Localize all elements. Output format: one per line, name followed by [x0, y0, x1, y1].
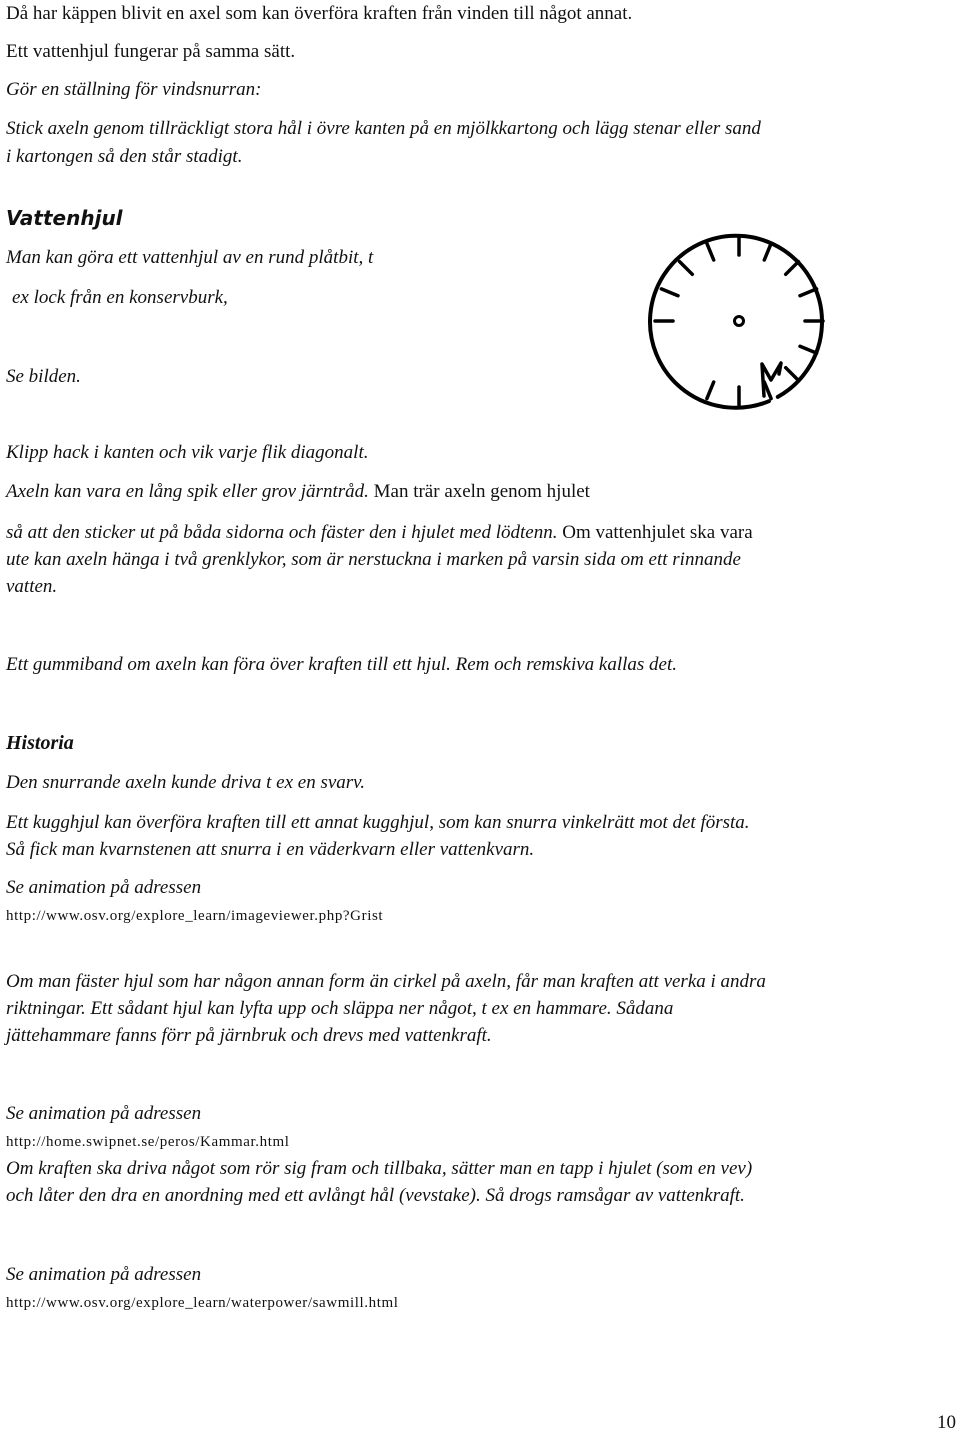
url-link[interactable]: http://www.osv.org/explore_learn/imageviewer.php?Grist [6, 908, 384, 924]
text-line: Se animation på adressen [6, 1264, 202, 1285]
text-line [6, 481, 590, 503]
text-line [6, 522, 753, 544]
text-line: Man kan göra ett vattenhjul av en rund plåtbit, t [6, 247, 374, 268]
wheel-notch [707, 382, 714, 399]
text-line: i kartongen så den står stadigt. [6, 146, 243, 167]
text-line: Om kraften ska driva något som rör sig fram och tillbaka, sätter man en tapp i hjulet (som en vev) [6, 1158, 753, 1179]
section-heading-vattenhjul: Vattenhjul [6, 206, 123, 230]
text-line: Stick axeln genom tillräckligt stora hål i övre kanten på en mjölkkartong och lägg stenar eller sand [6, 118, 761, 139]
text-line: Då har käppen blivit en axel som kan överföra kraften från vinden till något annat. [6, 3, 633, 24]
text-line: Så fick man kvarnstenen att snurra i en väderkvarn eller vattenkvarn. [6, 839, 535, 860]
text-line: Se bilden. [6, 366, 81, 387]
text-span: Man trär axeln genom hjulet [373, 481, 590, 502]
bent-flap [762, 363, 781, 396]
text-line: riktningar. Ett sådant hjul kan lyfta upp och släppa ner något, t ex en hammare. Sådana [6, 998, 674, 1019]
text-span: så att den sticker ut på båda sidorna och fäster den i hjulet med lödtenn. [6, 522, 558, 543]
text-line: vatten. [6, 576, 58, 597]
page-number: 10 [937, 1412, 956, 1433]
text-line: Se animation på adressen [6, 877, 202, 898]
wheel-notch [680, 262, 693, 275]
wheel-notches [655, 237, 823, 405]
axle-hole [735, 317, 744, 326]
wheel-notch [707, 243, 714, 260]
text-line: ute kan axeln hänga i två grenklykor, som är nerstuckna i marken på varsin sida om ett rinnande [6, 549, 741, 570]
water-wheel-illustration [644, 220, 832, 416]
url-link[interactable]: http://www.osv.org/explore_learn/waterpower/sawmill.html [6, 1295, 399, 1311]
text-line: Gör en ställning för vindsnurran: [6, 79, 262, 100]
wheel-notch [800, 289, 817, 296]
text-line: Ett vattenhjul fungerar på samma sätt. [6, 41, 296, 62]
section-heading-historia: Historia [6, 732, 74, 754]
text-span: Om vattenhjulet ska vara [562, 522, 753, 543]
text-line: jättehammare fanns förr på järnbruk och drevs med vattenkraft. [6, 1025, 492, 1046]
text-line: ex lock från en konservburk, [12, 287, 228, 308]
text-line: Ett gummiband om axeln kan föra över kraften till ett hjul. Rem och remskiva kallas det. [6, 654, 678, 675]
wheel-notch [786, 262, 799, 275]
text-line: Se animation på adressen [6, 1103, 202, 1124]
text-line: Den snurrande axeln kunde driva t ex en svarv. [6, 772, 365, 793]
text-line: Om man fäster hjul som har någon annan form än cirkel på axeln, får man kraften att verka i andra [6, 971, 766, 992]
url-link[interactable]: http://home.swipnet.se/peros/Kammar.html [6, 1134, 290, 1150]
wheel-notch [786, 368, 799, 381]
wheel-notch [764, 243, 771, 260]
text-line: Ett kugghjul kan överföra kraften till ett annat kugghjul, som kan snurra vinkelrätt mot det första. [6, 812, 750, 833]
wheel-notch [661, 289, 678, 296]
text-line: och låter den dra en anordning med ett avlångt hål (vevstake). Så drogs ramsågar av vattenkraft. [6, 1185, 745, 1206]
wheel-notch [800, 346, 817, 353]
text-span: Axeln kan vara en lång spik eller grov järntråd. [6, 481, 369, 502]
text-line: Klipp hack i kanten och vik varje flik diagonalt. [6, 442, 369, 463]
